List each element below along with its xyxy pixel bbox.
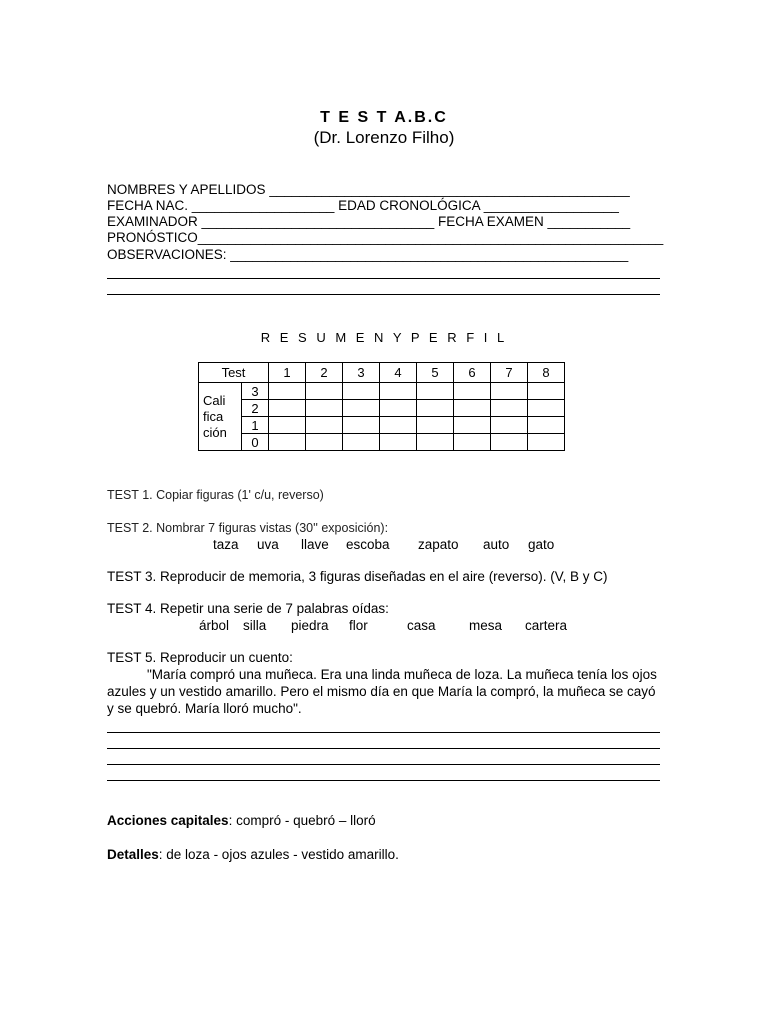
- column-header: 8: [528, 363, 565, 383]
- table-header-row: [199, 363, 565, 383]
- column-header: 3: [343, 363, 380, 383]
- score-cell[interactable]: [343, 383, 380, 400]
- document-subtitle: (Dr. Lorenzo Filho): [313, 128, 455, 147]
- level-label: 1: [242, 417, 269, 434]
- test-4-word: casa: [407, 618, 436, 633]
- score-cell[interactable]: [380, 383, 417, 400]
- detalles-value: : de loza - ojos azules - vestido amarillo.: [158, 847, 399, 862]
- test-2-word: taza: [213, 537, 239, 552]
- score-cell[interactable]: [491, 400, 528, 417]
- score-cell[interactable]: [454, 400, 491, 417]
- acciones-capitales: [107, 813, 376, 829]
- test-header: Test: [199, 363, 269, 383]
- score-cell[interactable]: [528, 400, 565, 417]
- test-2-word: auto: [483, 537, 510, 552]
- test-2-instruction: TEST 2. Nombrar 7 figuras vistas (30'' exposición):: [107, 521, 389, 535]
- test-2-word: gato: [528, 537, 555, 552]
- score-cell[interactable]: [491, 417, 528, 434]
- score-cell[interactable]: [306, 417, 343, 434]
- detalles: [107, 847, 399, 863]
- test-4-word: árbol: [199, 618, 230, 633]
- score-cell[interactable]: [417, 383, 454, 400]
- score-cell[interactable]: [491, 383, 528, 400]
- test-2-word: uva: [257, 537, 279, 552]
- score-cell[interactable]: [343, 400, 380, 417]
- field-fecha-nac: FECHA NAC. ___________________ EDAD CRONOLÓGICA __________________: [107, 198, 619, 213]
- blank-line: [107, 278, 660, 279]
- acciones-value: : compró - quebró – lloró: [228, 813, 376, 828]
- score-cell[interactable]: [528, 417, 565, 434]
- test-5-story: "María compró una muñeca. Era una linda muñeca de loza. La muñeca tenía los ojos azules y un vestido amarillo. Pero el mismo día en que María la compró, la muñeca se cayó y se quebró. María lloró mucho".: [107, 667, 657, 716]
- field-nombres: NOMBRES Y APELLIDOS ________________________________________________: [107, 182, 630, 197]
- field-examinador: EXAMINADOR _______________________________ FECHA EXAMEN ___________: [107, 214, 631, 229]
- answer-line: [107, 748, 660, 749]
- score-cell[interactable]: [269, 434, 306, 451]
- test-2-word: escoba: [346, 537, 390, 552]
- score-cell[interactable]: [343, 434, 380, 451]
- test-1-instruction: TEST 1. Copiar figuras (1' c/u, reverso): [107, 488, 324, 502]
- test-4-word: silla: [243, 618, 267, 633]
- test-4-word: cartera: [525, 618, 568, 633]
- field-pronostico: PRONÓSTICO______________________________________________________________: [107, 230, 664, 245]
- column-header: 5: [417, 363, 454, 383]
- test-3-instruction: TEST 3. Reproducir de memoria, 3 figuras diseñadas en el aire (reverso). (V, B y C): [107, 569, 608, 584]
- acciones-label: Acciones capitales: [107, 813, 229, 828]
- score-cell[interactable]: [454, 383, 491, 400]
- table-row: [199, 383, 565, 400]
- score-cell[interactable]: [343, 417, 380, 434]
- level-label: 0: [242, 434, 269, 451]
- test-5-instruction: TEST 5. Reproducir un cuento:: [107, 650, 293, 665]
- level-label: 2: [242, 400, 269, 417]
- score-cell[interactable]: [454, 417, 491, 434]
- score-cell[interactable]: [380, 400, 417, 417]
- score-cell[interactable]: [491, 434, 528, 451]
- test-4-word: flor: [349, 618, 368, 633]
- score-cell[interactable]: [417, 434, 454, 451]
- score-cell[interactable]: [306, 383, 343, 400]
- table-row: [199, 417, 565, 434]
- test-4-word: piedra: [291, 618, 329, 633]
- answer-line: [107, 764, 660, 765]
- summary-table: [198, 362, 565, 451]
- test-4-word: mesa: [469, 618, 503, 633]
- score-cell[interactable]: [380, 417, 417, 434]
- test-2-word: zapato: [418, 537, 459, 552]
- score-cell[interactable]: [380, 434, 417, 451]
- calificacion-label: [199, 383, 242, 451]
- score-cell[interactable]: [269, 400, 306, 417]
- summary-title: R E S U M E N Y P E R F I L: [260, 330, 508, 345]
- score-cell[interactable]: [306, 434, 343, 451]
- test-4-instruction: TEST 4. Repetir una serie de 7 palabras oídas:: [107, 601, 389, 616]
- score-cell[interactable]: [417, 400, 454, 417]
- column-header: 1: [269, 363, 306, 383]
- column-header: 2: [306, 363, 343, 383]
- score-cell[interactable]: [306, 400, 343, 417]
- score-cell[interactable]: [417, 417, 454, 434]
- field-observaciones: OBSERVACIONES: _____________________________________________________: [107, 247, 629, 262]
- blank-line: [107, 294, 660, 295]
- table-row: [199, 434, 565, 451]
- score-cell[interactable]: [269, 417, 306, 434]
- detalles-label: Detalles: [107, 847, 159, 862]
- answer-line: [107, 732, 660, 733]
- test-2-word: llave: [301, 537, 329, 552]
- document-title: T E S T A.B.C: [320, 109, 448, 126]
- answer-line: [107, 780, 660, 781]
- calificacion-line: Cali: [203, 392, 226, 408]
- calificacion-line: fica: [203, 408, 224, 424]
- calificacion-line: ción: [203, 424, 227, 440]
- column-header: 7: [491, 363, 528, 383]
- score-cell[interactable]: [269, 383, 306, 400]
- table-row: [199, 400, 565, 417]
- column-header: 6: [454, 363, 491, 383]
- score-cell[interactable]: [454, 434, 491, 451]
- level-label: 3: [242, 383, 269, 400]
- score-cell[interactable]: [528, 434, 565, 451]
- column-header: 4: [380, 363, 417, 383]
- score-cell[interactable]: [528, 383, 565, 400]
